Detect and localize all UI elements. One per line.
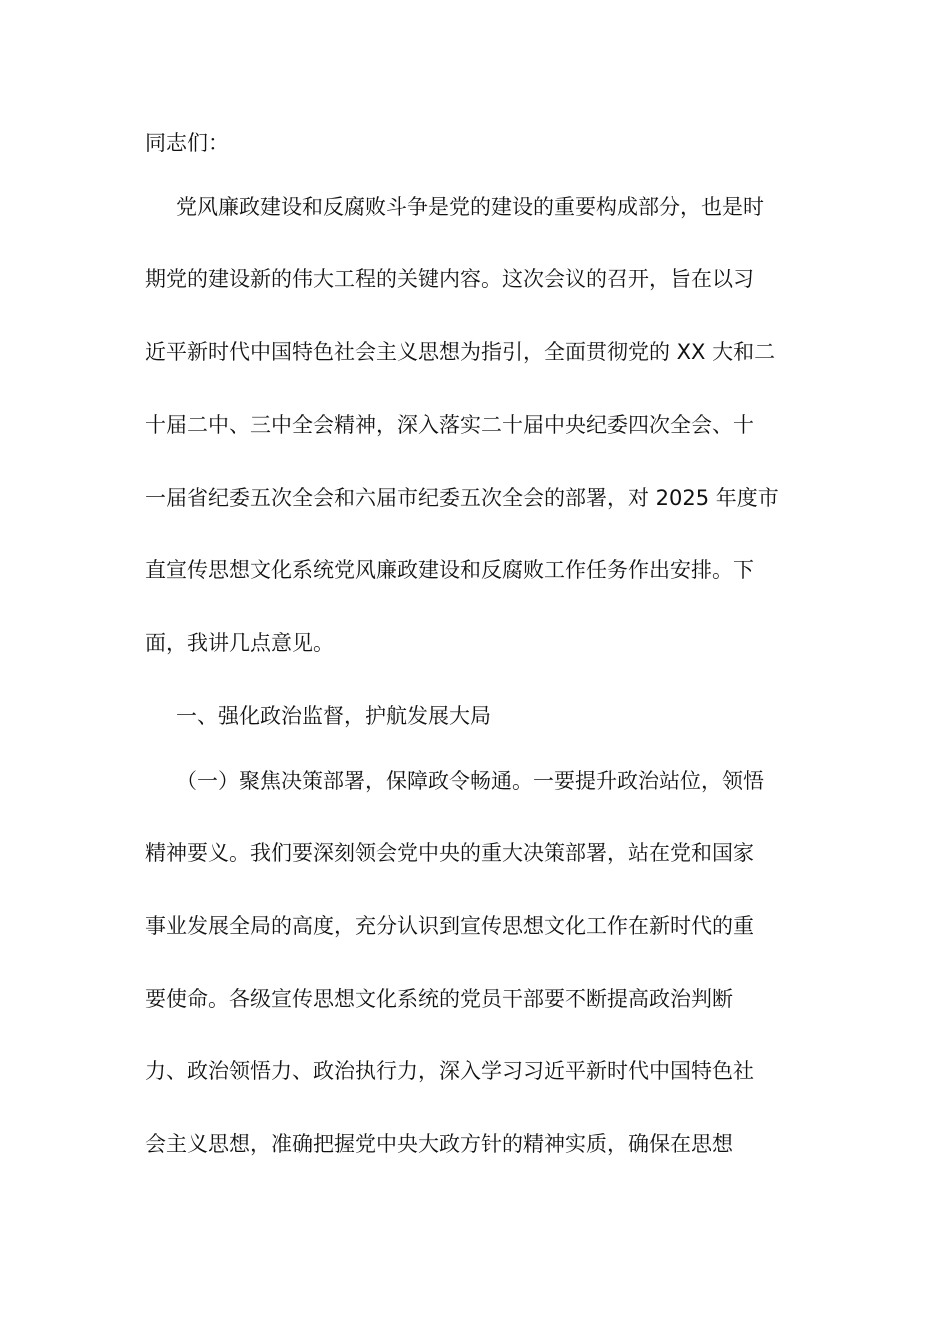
paragraph-line: 面，我讲几点意见。 xyxy=(145,631,334,655)
paragraph-line: 十届二中、三中全会精神，深入落实二十届中央纪委四次全会、十 xyxy=(145,413,754,437)
paragraph-line: 党风廉政建设和反腐败斗争是党的建设的重要构成部分，也是时 xyxy=(176,195,764,219)
section-heading: 一、强化政治监督，护航发展大局 xyxy=(176,704,491,728)
paragraph-line: （一）聚焦决策部署，保障政令畅通。一要提升政治站位，领悟 xyxy=(176,769,764,793)
paragraph-line: 近平新时代中国特色社会主义思想为指引，全面贯彻党的 XX 大和二 xyxy=(145,340,776,364)
paragraph-line: 会主义思想，准确把握党中央大政方针的精神实质，确保在思想 xyxy=(145,1132,733,1156)
paragraph-line: 期党的建设新的伟大工程的关键内容。这次会议的召开，旨在以习 xyxy=(145,267,754,291)
paragraph-line: 要使命。各级宣传思想文化系统的党员干部要不断提高政治判断 xyxy=(145,987,733,1011)
paragraph-line: 力、政治领悟力、政治执行力，深入学习习近平新时代中国特色社 xyxy=(145,1059,754,1083)
paragraph-line: 精神要义。我们要深刻领会党中央的重大决策部署，站在党和国家 xyxy=(145,841,754,865)
paragraph-line: 直宣传思想文化系统党风廉政建设和反腐败工作任务作出安排。下 xyxy=(145,558,754,582)
paragraph-line: 一届省纪委五次全会和六届市纪委五次全会的部署，对 2025 年度市 xyxy=(145,486,779,510)
greeting: 同志们： xyxy=(145,131,229,155)
paragraph-line: 事业发展全局的高度，充分认识到宣传思想文化工作在新时代的重 xyxy=(145,914,754,938)
